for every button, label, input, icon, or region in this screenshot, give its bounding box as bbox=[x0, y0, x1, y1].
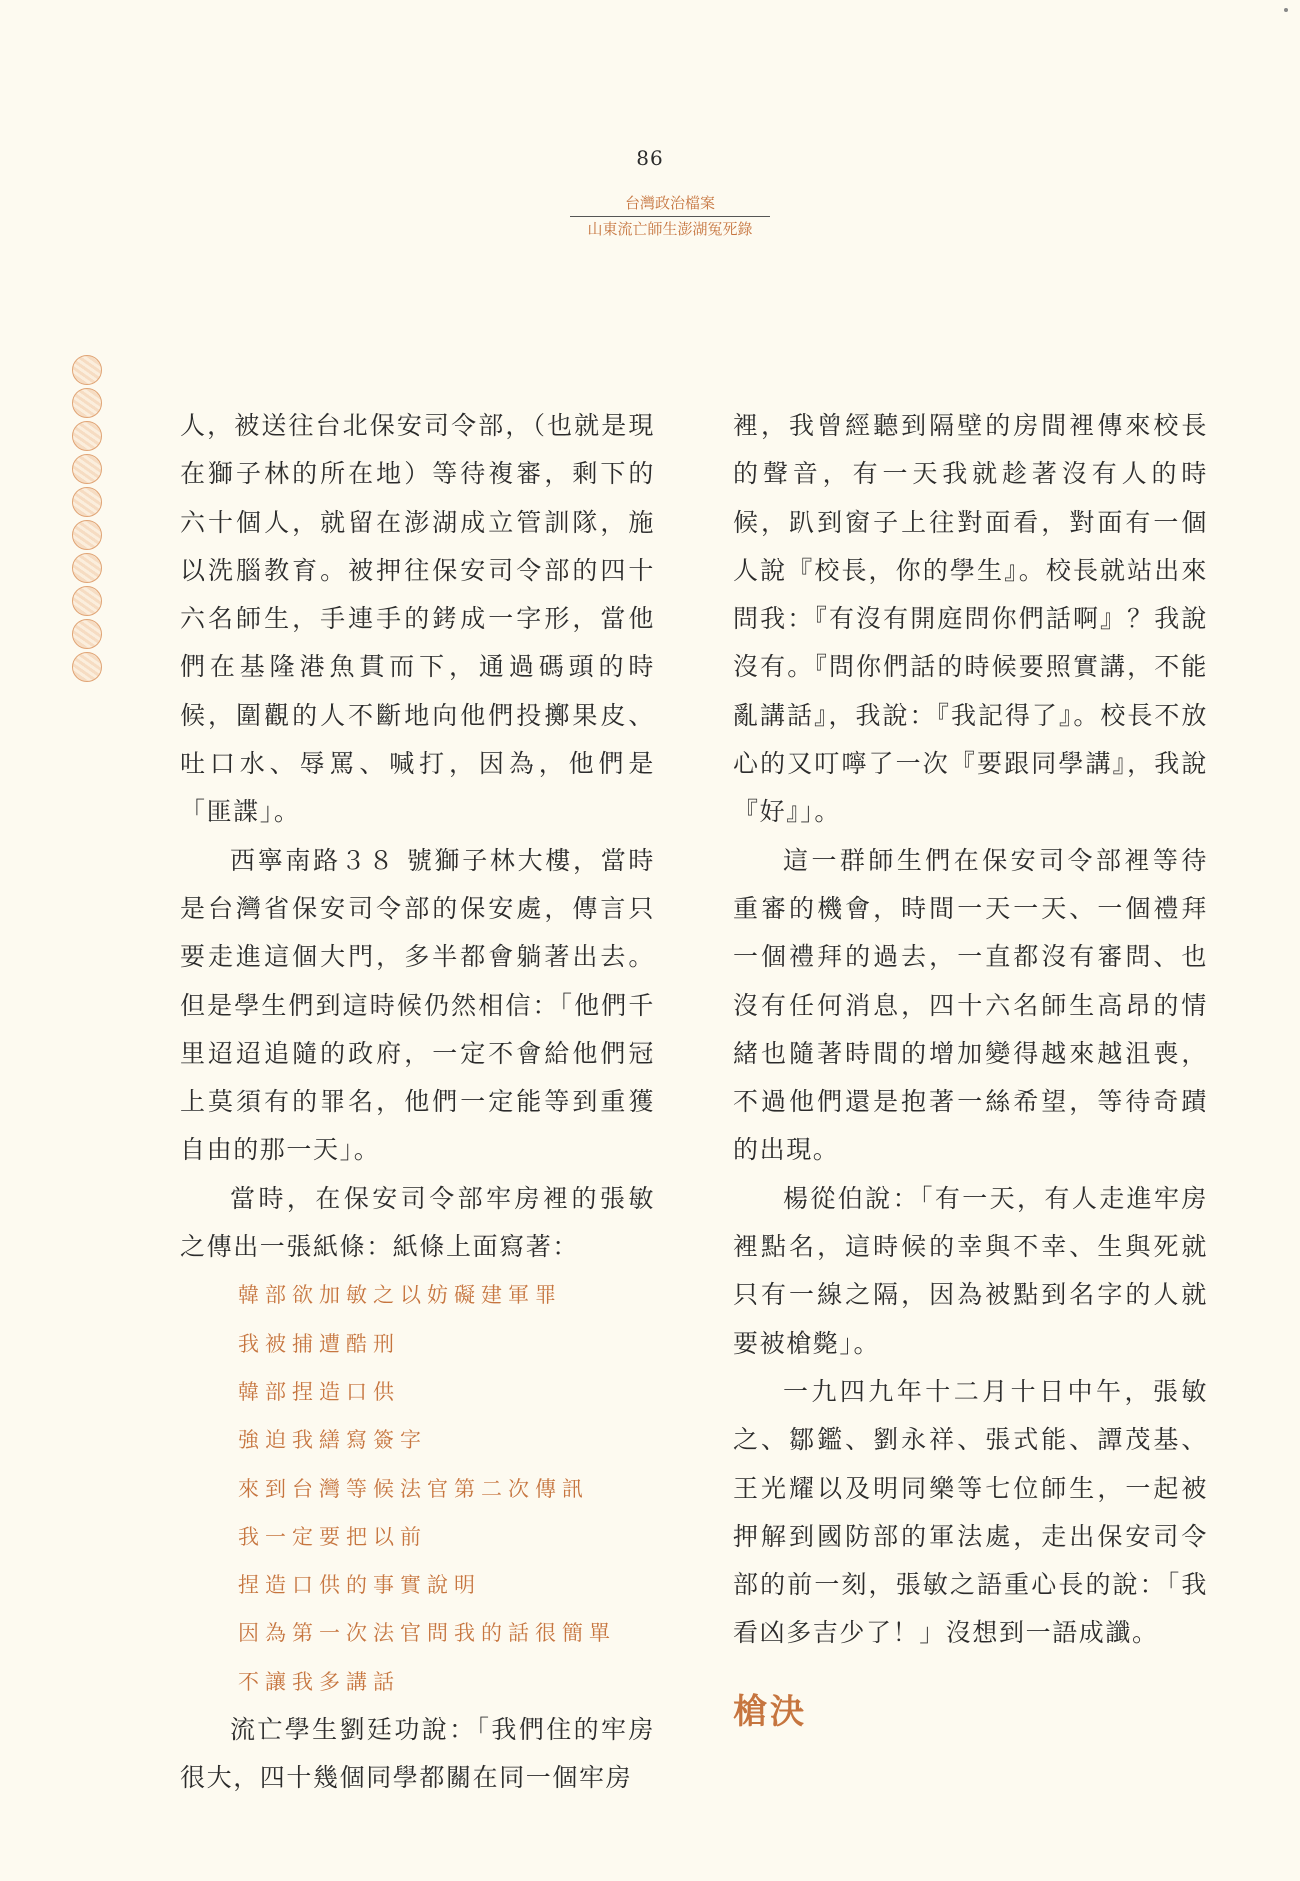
paragraph: 一九四九年十二月十日中午，張敏之、鄒鑑、劉永祥、張式能、譚茂基、王光耀以及明同樂等七位師生，一起被押解到國防部的軍法處，走出保安司令部的前一刻，張敏之語重心長的說：「我看凶多吉少了！」沒想到一語成讖。 bbox=[733, 1376, 1208, 1648]
right-column bbox=[733, 402, 1208, 1736]
scan-dot bbox=[1284, 8, 1288, 12]
bead-icon bbox=[72, 553, 102, 583]
paragraph: 裡，我曾經聽到隔壁的房間裡傳來校長的聲音，有一天我就趁著沒有人的時候，趴到窗子上往對面看，對面有一個人說『校長，你的學生』。校長就站出來問我：『有沒有開庭問你們話啊』？我說沒有。『問你們話的時候要照實講，不能亂講話』，我說：『我記得了』。校長不放心的又叮嚀了一次『要跟同學講』，我說『好』」。 bbox=[733, 411, 1208, 827]
bead-icon bbox=[72, 520, 102, 550]
series-title: 台灣政治檔案 bbox=[570, 192, 770, 217]
note-line: 不讓我多講話 bbox=[238, 1669, 400, 1694]
paragraph: 當時，在保安司令部牢房裡的張敏之傳出一張紙條：紙條上面寫著： bbox=[180, 1183, 655, 1262]
bead-chain-ornament-icon bbox=[72, 355, 106, 685]
bead-icon bbox=[72, 619, 102, 649]
book-title: 山東流亡師生澎湖冤死錄 bbox=[587, 220, 753, 238]
bead-icon bbox=[72, 421, 102, 451]
note-line: 我被捕遭酷刑 bbox=[238, 1331, 400, 1356]
paragraph: 人，被送往台北保安司令部，（也就是現在獅子林的所在地）等待複審，剩下的六十個人，就留在澎湖成立管訓隊，施以洗腦教育。被押往保安司令部的四十六名師生，手連手的銬成一字形，當他們在基隆港魚貫而下，通過碼頭的時候，圍觀的人不斷地向他們投擲果皮、吐口水、辱罵、喊打，因為，他們是「匪諜」。 bbox=[180, 411, 655, 827]
bead-icon bbox=[72, 586, 102, 616]
paragraph: 西寧南路３８ 號獅子林大樓，當時是台灣省保安司令部的保安處，傳言只要走進這個大門，多半都會躺著出去。但是學生們到這時候仍然相信：「他們千里迢迢追隨的政府，一定不會給他們冠上莫須有的罪名，他們一定能等到重獲自由的那一天」。 bbox=[180, 845, 655, 1165]
bead-icon bbox=[72, 652, 102, 682]
paragraph: 楊從伯說：「有一天，有人走進牢房裡點名，這時候的幸與不幸、生與死就只有一線之隔，因為被點到名字的人就要被槍斃」。 bbox=[733, 1183, 1208, 1358]
note-line: 強迫我繕寫簽字 bbox=[238, 1428, 427, 1453]
paragraph: 這一群師生們在保安司令部裡等待重審的機會，時間一天一天、一個禮拜一個禮拜的過去，一直都沒有審問、也沒有任何消息，四十六名師生高昂的情緒也隨著時間的增加變得越來越沮喪，不過他們還是抱著一絲希望，等待奇蹟的出現。 bbox=[733, 845, 1208, 1165]
note-line: 韓部捏造口供 bbox=[238, 1379, 400, 1404]
bead-icon bbox=[72, 355, 102, 385]
note-line: 我一定要把以前 bbox=[238, 1524, 427, 1549]
bead-icon bbox=[72, 487, 102, 517]
bead-icon bbox=[72, 454, 102, 484]
note-line: 因為第一次法官問我的話很簡單 bbox=[238, 1621, 616, 1646]
paragraph: 流亡學生劉廷功說：「我們住的牢房很大，四十幾個同學都關在同一個牢房 bbox=[180, 1715, 655, 1793]
note-quote bbox=[180, 1271, 655, 1706]
section-heading: 槍決 bbox=[733, 1691, 807, 1732]
note-line: 捏造口供的事實說明 bbox=[238, 1573, 481, 1598]
running-header bbox=[570, 192, 770, 241]
bead-icon bbox=[72, 388, 102, 418]
left-column bbox=[180, 402, 655, 1803]
page-number: 86 bbox=[636, 146, 664, 170]
note-line: 韓部欲加敏之以妨礙建軍罪 bbox=[238, 1283, 562, 1308]
note-line: 來到台灣等候法官第二次傳訊 bbox=[238, 1476, 589, 1501]
